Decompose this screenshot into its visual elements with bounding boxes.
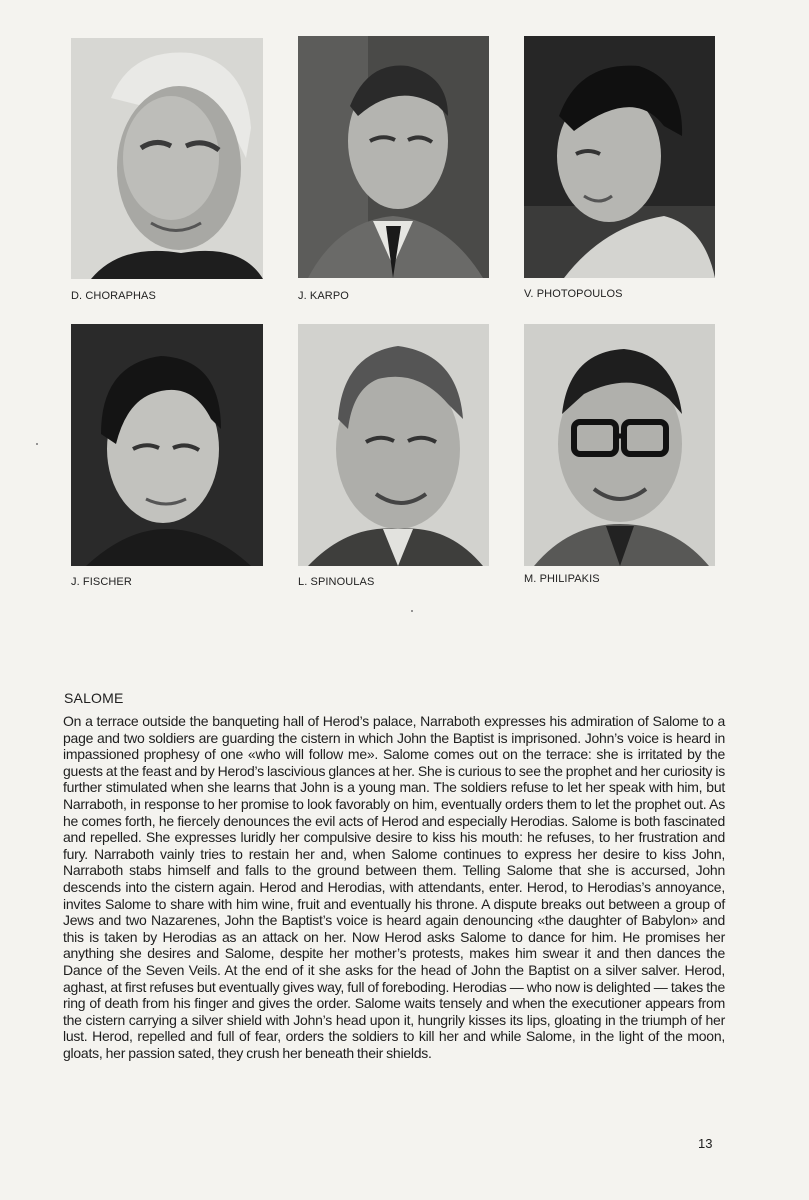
paper-speck: [36, 443, 38, 445]
portrait-caption: J. FISCHER: [71, 576, 132, 588]
portrait-photo-fischer: [71, 324, 263, 566]
section-title: SALOME: [64, 690, 124, 706]
portrait-photo-karpo: [298, 36, 489, 278]
portrait-image: [524, 324, 715, 566]
portrait-image: [298, 324, 489, 566]
portrait-caption: L. SPINOULAS: [298, 576, 375, 588]
portrait-caption: M. PHILIPAKIS: [524, 573, 600, 585]
portrait-photo-spinoulas: [298, 324, 489, 566]
portrait-caption: J. KARPO: [298, 290, 349, 302]
portrait-caption: V. PHOTOPOULOS: [524, 288, 623, 300]
portrait-image: [71, 38, 263, 279]
paper-speck: [411, 610, 413, 612]
portrait-photo-philipakis: [524, 324, 715, 566]
portrait-image: [298, 36, 489, 278]
portrait-caption: D. CHORAPHAS: [71, 290, 156, 302]
page-number: 13: [698, 1136, 713, 1151]
portrait-image: [524, 36, 715, 278]
portrait-image: [71, 324, 263, 566]
portrait-photo-photopoulos: [524, 36, 715, 278]
synopsis-text: On a terrace outside the banqueting hall of Herod’s palace, Narraboth expresses his admiration of Salome to a page and two soldiers are guarding the cistern in which John the Baptist is imprisoned. John’s voice is heard in impassioned prophesy of one «who will follow me». Salome comes out on the terrace: she is irritated by the guests at the feast and by Herod’s lascivious glances at her. She is curious to see the prophet and her curiosity is further stimulated when she learns that John is a young man. The soldiers refuse to let her speak with him, but Narraboth, in response to her promise to look favorably on him, eventually orders them to let the prophet out. As he comes forth, he fiercely denounces the evil acts of Herod and especially Herodias. Salome is both fascinated and repelled. She expresses luridly her compulsive desire to kiss his mouth: he refuses, to her frustration and fury. Narraboth vainly tries to restain her and, when Salome continues to express her desire to kiss John, Narraboth stabs himself and falls to the ground between them. Telling Salome that she is accursed, John descends into the cistern again. Herod and Herodias, with attendants, enter. Herod, to Herodias’s annoyance, invites Salome to share with him wine, fruit and eventually his throne. A dispute breaks out between a group of Jews and two Nazarenes, John the Baptist’s voice is heard again denouncing «the daughter of Babylon» and this is taken by Herodias as an attack on her. Now Herod asks Salome to dance for him. He promises her anything she desires and Salome, despite her mother’s protests, makes him swear it and then dances the Dance of the Seven Veils. At the end of it she asks for the head of John the Baptist on a silver salver. Herod, aghast, at first refuses but eventually gives way, full of foreboding. Herodias — who now is delighted — takes the ring of death from his finger and gives the order. Salome waits tensely and when the executioner appears from the cistern carrying a silver shield with John’s head upon it, hungrily kisses its lips, gloating in the triumph of her lust. Herod, repelled and full of fear, orders the soldiers to kill her and while Salome, in the light of the moon, gloats, her passion sated, they crush her beneath their shields.: [63, 713, 725, 1061]
portrait-photo-choraphas: [71, 38, 263, 279]
